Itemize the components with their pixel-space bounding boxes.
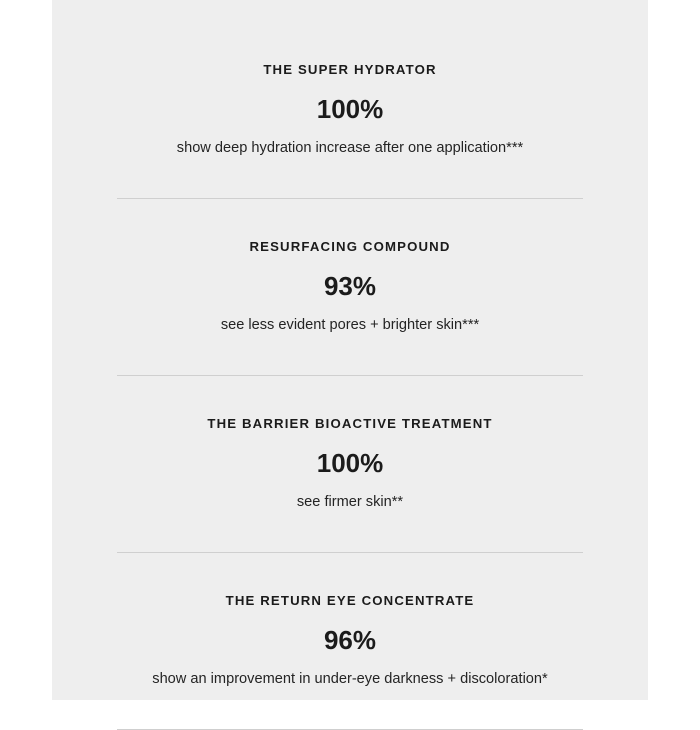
claim-block-4 <box>52 593 648 689</box>
spacer <box>52 158 648 198</box>
claim-stat: 100% <box>316 447 384 478</box>
claims-panel <box>52 0 648 700</box>
spacer <box>52 376 648 416</box>
claim-title: RESURFACING COMPOUND <box>249 239 451 254</box>
claim-description: show deep hydration increase after one application*** <box>176 140 524 157</box>
claim-title: THE SUPER HYDRATOR <box>263 62 437 77</box>
top-spacer <box>52 0 648 62</box>
claim-title: THE RETURN EYE CONCENTRATE <box>225 593 475 608</box>
spacer <box>52 512 648 552</box>
claim-title: THE BARRIER BIOACTIVE TREATMENT <box>207 416 493 431</box>
claim-description: show an improvement in under-eye darkness + discoloration* <box>152 671 548 688</box>
claim-stat: 100% <box>316 93 384 124</box>
claim-description: see firmer skin** <box>296 494 404 511</box>
spacer <box>52 553 648 593</box>
claim-block-1 <box>52 62 648 158</box>
claim-stat: 93% <box>323 270 377 301</box>
claim-stat: 96% <box>323 624 377 655</box>
spacer <box>52 199 648 239</box>
claims-list <box>52 0 648 730</box>
spacer <box>52 335 648 375</box>
claim-block-2 <box>52 239 648 335</box>
claim-block-3 <box>52 416 648 512</box>
spacer <box>52 689 648 729</box>
claim-description: see less evident pores + brighter skin*** <box>220 317 480 334</box>
